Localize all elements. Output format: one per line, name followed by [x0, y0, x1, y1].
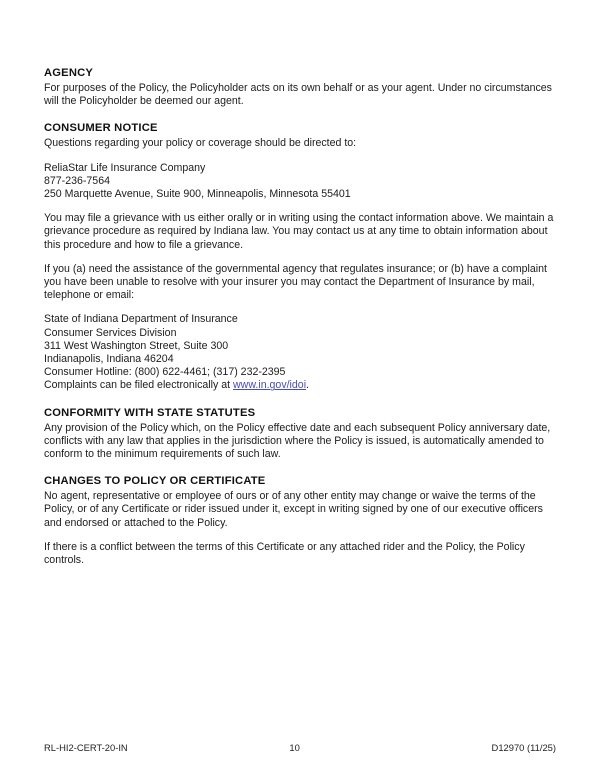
heading-consumer-notice: CONSUMER NOTICE [44, 122, 158, 135]
address-line: ReliaStar Life Insurance Company [44, 161, 206, 174]
paragraph-consumer-notice: Questions regarding your policy or coverage should be directed to: [44, 137, 357, 150]
idoi-website-link[interactable]: www.in.gov/idoi [233, 379, 307, 392]
address-line: 250 Marquette Avenue, Suite 900, Minneapolis, Minnesota 55401 [44, 188, 351, 201]
department-address-block [44, 313, 556, 392]
address-line: Indianapolis, Indiana 46204 [44, 353, 174, 366]
paragraph-conformity: Any provision of the Policy which, on the Policy effective date and each subsequent Policy anniversary date, conflicts with any law that applies in the jurisdiction where the Policy is issued, is automatically amended to conform to the minimum requirements of such law. [44, 421, 551, 461]
heading-conformity-with-state-statutes: CONFORMITY WITH STATE STATUTES [44, 406, 256, 419]
company-address-block [44, 162, 556, 202]
heading-changes-to-policy-or-certificate: CHANGES TO POLICY OR CERTIFICATE [44, 475, 266, 488]
consumer-hotline-line: Consumer Hotline: (800) 622-4461; (317) 232-2395 [44, 366, 286, 379]
address-line: Consumer Services Division [44, 326, 177, 339]
document-body [44, 66, 556, 567]
address-line: State of Indiana Department of Insurance [44, 313, 238, 326]
spacer [44, 461, 556, 474]
footer-page-number: 10 [289, 742, 300, 753]
spacer [44, 302, 556, 313]
paragraph-grievance: You may file a grievance with us either orally or in writing using the contact information above. We maintain a grievance procedure as required by Indiana law. You may contact us at any time to obtain information about this procedure and how to file a grievance. [44, 212, 554, 251]
footer-document-code: D12970 (11/25) [491, 742, 556, 753]
paragraph-agency: For purposes of the Policy, the Policyholder acts on its own behalf or as your agent. Under no circumstances will the Policyholder be deemed our agent. [44, 82, 552, 108]
page-footer [44, 742, 556, 753]
spacer [44, 393, 556, 406]
paragraph-assistance: If you (a) need the assistance of the governmental agency that regulates insurance; or (b) have a complaint you have been unable to resolve with your insurer you may contact the Department of Insurance by mail, telephone or email: [44, 262, 547, 302]
footer-form-number: RL-HI2-CERT-20-IN [44, 742, 128, 753]
complaints-line-prefix: Complaints can be filed electronically at [44, 379, 234, 392]
spacer [44, 151, 556, 162]
address-line: 877-236-7564 [44, 174, 110, 187]
address-line: 311 West Washington Street, Suite 300 [44, 339, 229, 352]
spacer [44, 201, 556, 212]
complaints-line-suffix: . [306, 379, 309, 392]
spacer [44, 252, 556, 263]
spacer [44, 530, 556, 541]
spacer [44, 108, 556, 121]
paragraph-changes-1: No agent, representative or employee of ours or of any other entity may change or waive the terms of the Policy, or of any Certificate or rider issued under it, except in writing signed by one of our executive officers and endorsed or attached to the Policy. [44, 490, 543, 529]
paragraph-changes-2: If there is a conflict between the terms of this Certificate or any attached rider and the Policy, the Policy controls. [44, 540, 525, 567]
heading-agency: AGENCY [44, 67, 94, 79]
complaints-line [44, 379, 556, 392]
